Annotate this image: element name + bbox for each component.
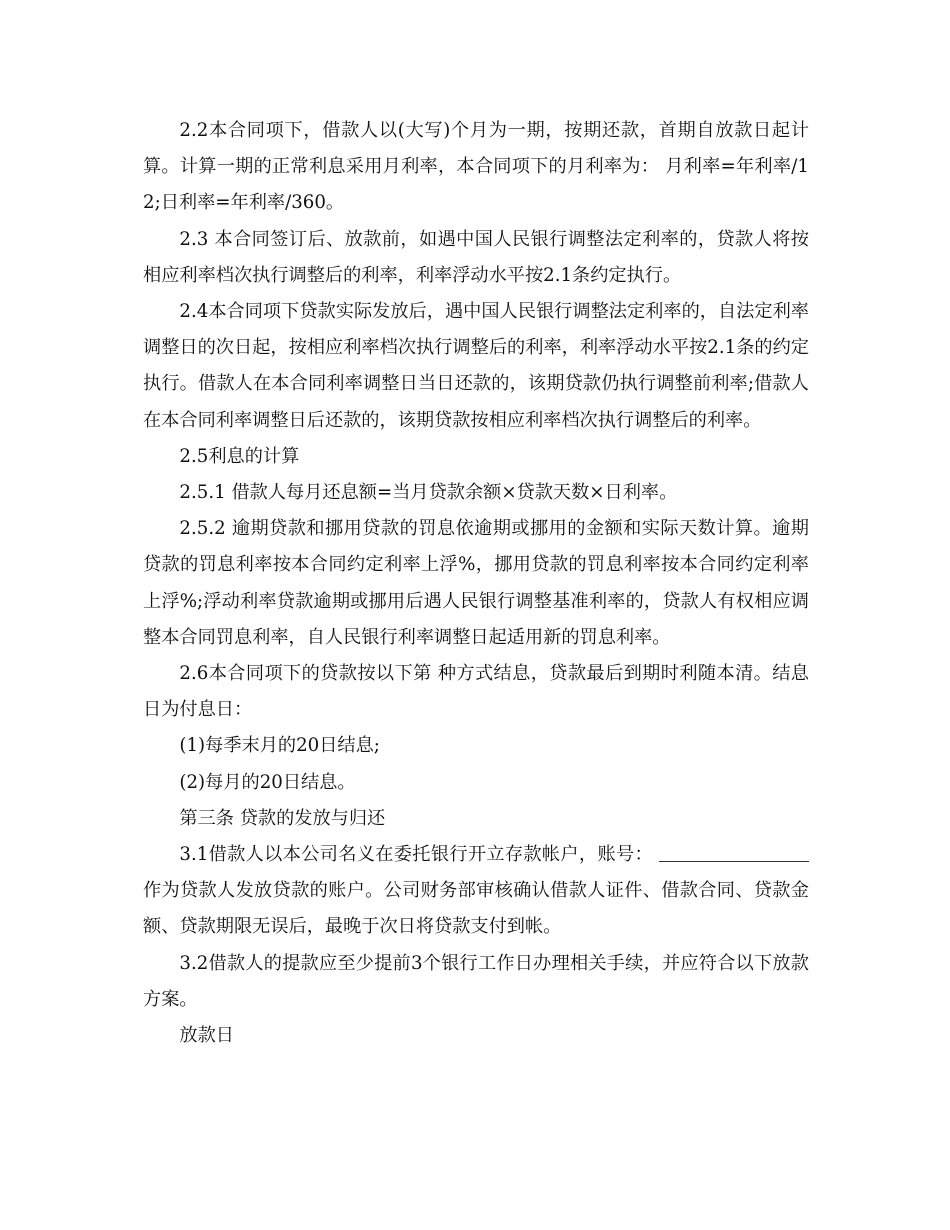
clause-2-6: 2.6本合同项下的贷款按以下第 种方式结息，贷款最后到期时利随本清。结息日为付息日： [143,663,809,721]
article-3-title: 第三条 贷款的发放与归还 [179,807,386,829]
clause-2-4: 2.4本合同项下贷款实际发放后，遇中国人民银行调整法定利率的，自法定利率调整日的次日起，按相应利率档次执行调整后的利率，利率浮动水平按2.1条的约定执行。借款人在本合同利率调整日当日还款的，该期贷款仍执行调整前利率;借款人在本合同利率调整日后还款的，该期贷款按相应利率档次执行调整后的利率。 [143,301,809,431]
clause-3-1-text-a: 3.1借款人以本公司名义在委托银行开立存款帐户，账号： [179,844,653,866]
clause-3-1 [143,837,809,946]
disbursement-date-label: 放款日 [179,1025,234,1047]
document-body [143,113,809,1054]
clause-3-1-text-b: 作为贷款人发放贷款的账户。公司财务部审核确认借款人证件、借款合同、贷款金额、贷款期限无误后，最晚于次日将贷款支付到帐。 [143,880,809,938]
clause-2-5-heading: 2.5利息的计算 [179,445,300,467]
clause-2-5-2: 2.5.2 逾期贷款和挪用贷款的罚息依逾期或挪用的金额和实际天数计算。逾期贷款的罚息利率按本合同约定利率上浮%，挪用贷款的罚息利率按本合同约定利率上浮%;浮动利率贷款逾期或挪用后遇人民银行调整基准利率的，贷款人有权相应调整本合同罚息利率，自人民银行利率调整日起适用新的罚息利率。 [143,518,809,648]
clause-2-5-1: 2.5.1 借款人每月还息额=当月贷款余额×贷款天数×日利率。 [179,482,678,504]
account-number-blank [659,843,809,862]
clause-3-2: 3.2借款人的提款应至少提前3个银行工作日办理相关手续，并应符合以下放款方案。 [143,952,809,1010]
clause-2-2: 2.2本合同项下，借款人以(大写)个月为一期，按期还款，首期自放款日起计算。计算一期的正常利息采用月利率，本合同项下的月利率为： 月利率=年利率/12;日利率=年利率/360。 [143,120,809,214]
clause-2-3: 2.3 本合同签订后、放款前，如遇中国人民银行调整法定利率的，贷款人将按相应利率档次执行调整后的利率，利率浮动水平按2.1条约定执行。 [143,228,809,286]
list-item-2: (2)每月的20日结息。 [179,771,356,793]
list-item-1: (1)每季末月的20日结息; [179,735,380,757]
